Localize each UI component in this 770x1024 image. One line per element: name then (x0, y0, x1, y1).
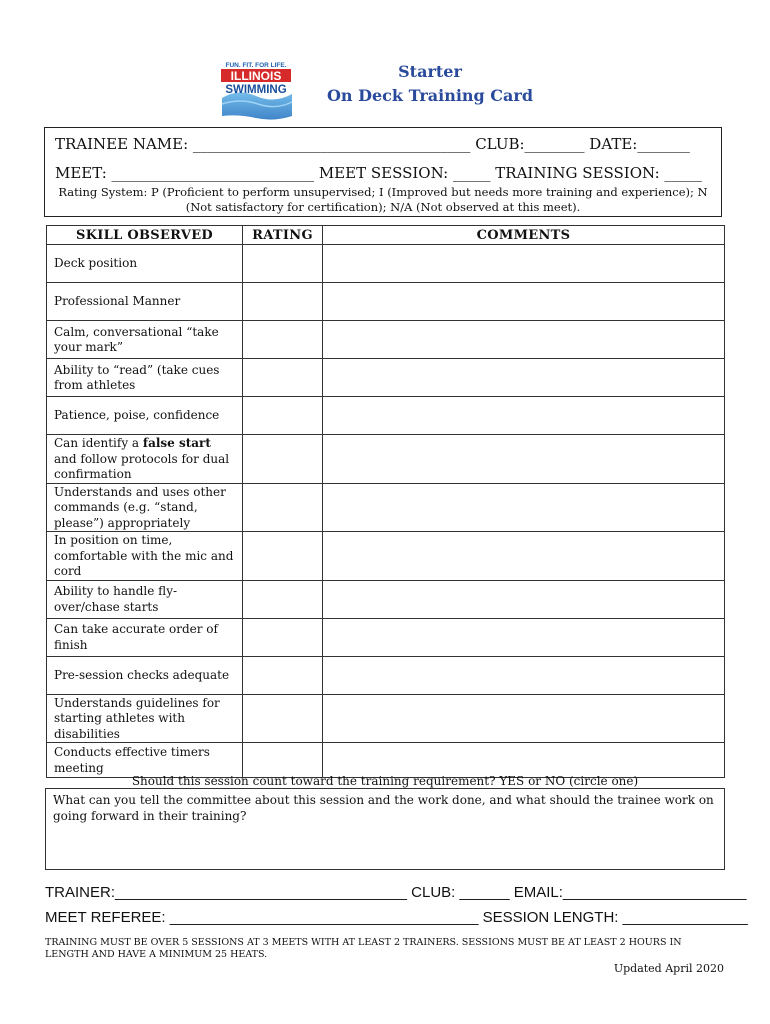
header-skill-observed: SKILL OBSERVED (47, 226, 243, 245)
meet-session-line[interactable]: MEET: ___________________________ MEET SESSION: _____ TRAINING SESSION: _____ (55, 164, 702, 182)
rating-cell[interactable] (243, 283, 323, 321)
referee-session-length-line[interactable]: MEET REFEREE: _____________________________________ SESSION LENGTH: _______________ (45, 909, 748, 926)
skill-cell: Understands and uses other commands (e.g. “stand, please”) appropriately (47, 483, 243, 532)
false-start-emphasis: false start (142, 436, 211, 450)
table-row (47, 618, 725, 656)
rating-cell[interactable] (243, 580, 323, 618)
card-title-subtitle: On Deck Training Card (326, 86, 534, 105)
skill-text-end: and follow protocols for dual confirmation (54, 451, 230, 481)
rating-cell[interactable] (243, 532, 323, 581)
skill-cell: Ability to handle fly-over/chase starts (47, 580, 243, 618)
table-row (47, 694, 725, 743)
comments-cell[interactable] (323, 321, 725, 359)
skill-cell: Calm, conversational “take your mark” (47, 321, 243, 359)
rating-cell[interactable] (243, 359, 323, 397)
comments-cell[interactable] (323, 397, 725, 435)
table-row (47, 321, 725, 359)
header-comments: COMMENTS (323, 226, 725, 245)
comments-cell[interactable] (323, 283, 725, 321)
rating-cell[interactable] (243, 743, 323, 778)
table-row (47, 435, 725, 484)
rating-cell[interactable] (243, 321, 323, 359)
skill-cell: Can take accurate order of finish (47, 618, 243, 656)
header-rating: RATING (243, 226, 323, 245)
skills-table (46, 225, 725, 778)
rating-cell[interactable] (243, 397, 323, 435)
committee-feedback-box[interactable] (45, 788, 725, 870)
comments-cell[interactable] (323, 656, 725, 694)
comments-cell[interactable] (323, 483, 725, 532)
rating-cell[interactable] (243, 694, 323, 743)
rating-cell[interactable] (243, 656, 323, 694)
trainer-club-email-line[interactable]: TRAINER:___________________________________ CLUB: ______ EMAIL:______________________ (45, 884, 747, 901)
table-row (47, 245, 725, 283)
comments-cell[interactable] (323, 245, 725, 283)
logo-word-swimming: SWIMMING (225, 84, 287, 96)
table-row (47, 656, 725, 694)
skill-cell: Patience, poise, confidence (47, 397, 243, 435)
comments-cell[interactable] (323, 359, 725, 397)
skill-cell: Ability to “read” (take cues from athletes (47, 359, 243, 397)
skill-cell: Conducts effective timers meeting (47, 743, 243, 778)
rating-cell[interactable] (243, 483, 323, 532)
table-header-row (47, 226, 725, 245)
committee-question-text: What can you tell the committee about this session and the work done, and what should the trainee work on going forward in their training? (53, 793, 714, 823)
session-count-question: Should this session count toward the training requirement? YES or NO (circle one) (131, 774, 639, 788)
rating-cell[interactable] (243, 618, 323, 656)
skill-cell (47, 435, 243, 484)
comments-cell[interactable] (323, 694, 725, 743)
table-row (47, 359, 725, 397)
trainee-name-club-date-line[interactable]: TRAINEE NAME: _____________________________________ CLUB:________ DATE:_______ (55, 135, 690, 153)
table-row (47, 743, 725, 778)
skill-cell: Understands guidelines for starting athletes with disabilities (47, 694, 243, 743)
rating-system-text: Rating System: P (Proficient to perform unsupervised; I (Improved but needs more training and experience); N (Not satisfactory for certification); N/A (Not observed at this meet). (58, 185, 708, 214)
updated-date: Updated April 2020 (613, 962, 724, 975)
skill-text-start: Can identify a (54, 436, 143, 450)
logo-tagline: FUN. FIT. FOR LIFE. (225, 62, 287, 69)
logo-word-illinois: ILLINOIS (230, 69, 282, 83)
table-row (47, 397, 725, 435)
table-row (47, 483, 725, 532)
table-row (47, 283, 725, 321)
skill-cell: Deck position (47, 245, 243, 283)
table-row (47, 532, 725, 581)
comments-cell[interactable] (323, 743, 725, 778)
trainee-info-box (44, 127, 722, 217)
skill-cell: Professional Manner (47, 283, 243, 321)
rating-cell[interactable] (243, 435, 323, 484)
illinois-swimming-logo (218, 58, 294, 122)
table-row (47, 580, 725, 618)
skill-cell: Pre-session checks adequate (47, 656, 243, 694)
skill-cell: In position on time, comfortable with the mic and cord (47, 532, 243, 581)
training-requirements-note: TRAINING MUST BE OVER 5 SESSIONS AT 3 MEETS WITH AT LEAST 2 TRAINERS. SESSIONS MUST BE AT LEAST 2 HOURS IN LENGTH AND HAVE A MINIMUM 25 HEATS. (45, 937, 682, 960)
comments-cell[interactable] (323, 580, 725, 618)
comments-cell[interactable] (323, 435, 725, 484)
comments-cell[interactable] (323, 618, 725, 656)
comments-cell[interactable] (323, 532, 725, 581)
rating-cell[interactable] (243, 245, 323, 283)
card-title-starter: Starter (398, 62, 462, 81)
